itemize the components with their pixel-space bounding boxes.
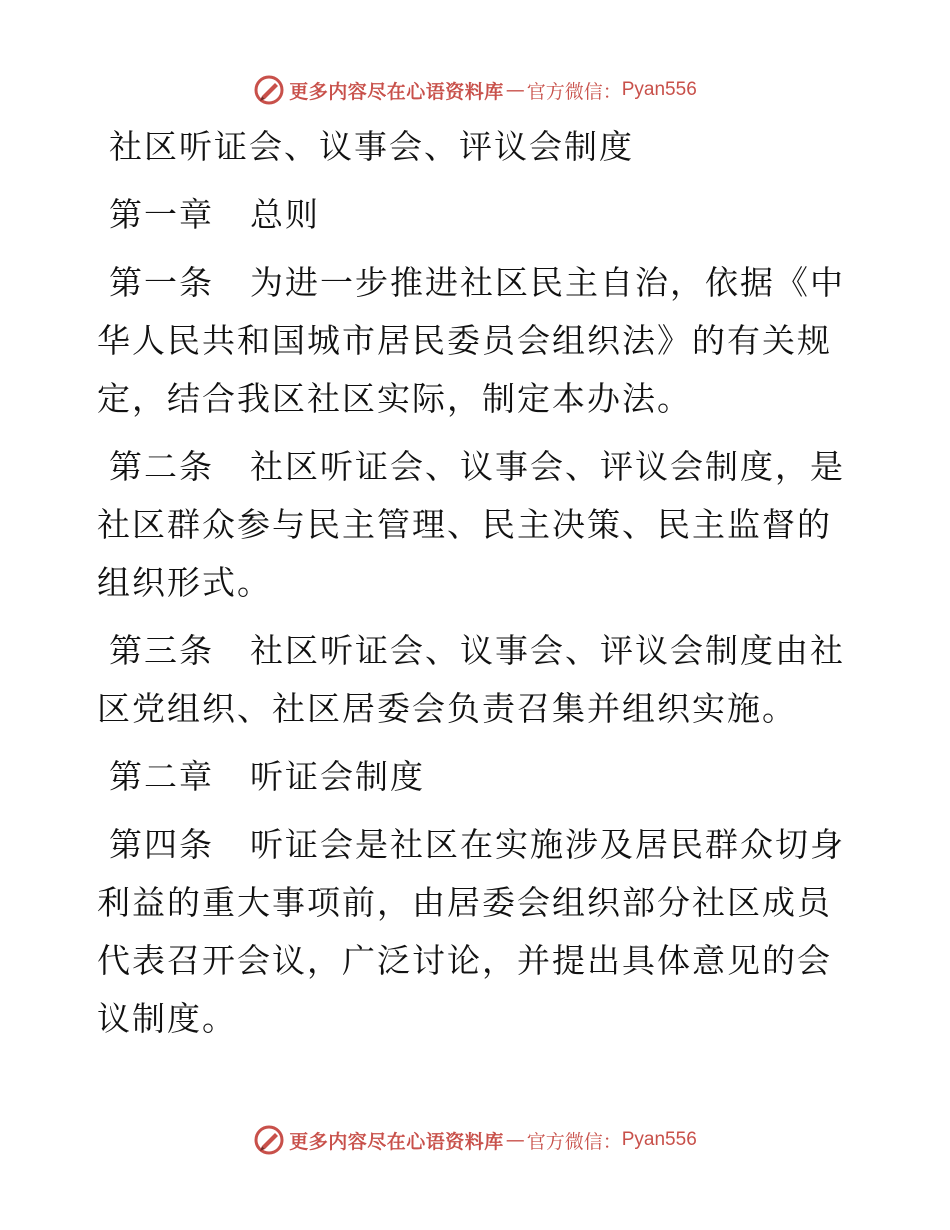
article-number: 第一条 [109,263,214,302]
article-paragraph [97,438,857,612]
article-text: 社区听证会、议事会、评议会制度，是社区群众参与民主管理、民主决策、民主监督的组织形式。 [97,447,845,602]
article-number: 第四条 [109,825,214,864]
article-paragraph [97,622,857,738]
article-text: 社区听证会、议事会、评议会制度由社区党组织、社区居委会负责召集并组织实施。 [97,631,845,728]
article-paragraph [97,254,857,428]
wechat-id: Pyan556 [621,79,697,100]
article-text: 为进一步推进社区民主自治，依据《中华人民共和国城市居民委员会组织法》的有关规定，结合我区社区实际，制定本办法。 [97,263,845,418]
pen-logo-icon [253,74,285,106]
chapter-name: 总则 [250,195,320,234]
chapter-heading [97,748,857,806]
document-body [97,118,857,1058]
chapter-number: 第一章 [109,195,214,234]
separator: — [505,1129,525,1151]
promo-text: 更多内容尽在心语资料库 [289,1130,504,1153]
wechat-label: 官方微信： [526,1130,622,1153]
wechat-id: Pyan556 [621,1129,697,1150]
header-watermark [0,70,950,110]
wechat-label: 官方微信： [526,80,622,103]
chapter-number: 第二章 [109,757,214,796]
article-text: 听证会是社区在实施涉及居民群众切身利益的重大事项前，由居委会组织部分社区成员代表召开会议，广泛讨论，并提出具体意见的会议制度。 [97,825,845,1038]
article-number: 第二条 [109,447,214,486]
chapter-name: 听证会制度 [250,757,425,796]
pen-logo-icon [253,1124,285,1156]
article-paragraph [97,816,857,1048]
promo-text: 更多内容尽在心语资料库 [289,80,504,103]
separator: — [505,79,525,101]
article-number: 第三条 [109,631,214,670]
document-title: 社区听证会、议事会、评议会制度 [109,127,634,166]
chapter-heading [97,186,857,244]
footer-watermark [0,1120,950,1160]
